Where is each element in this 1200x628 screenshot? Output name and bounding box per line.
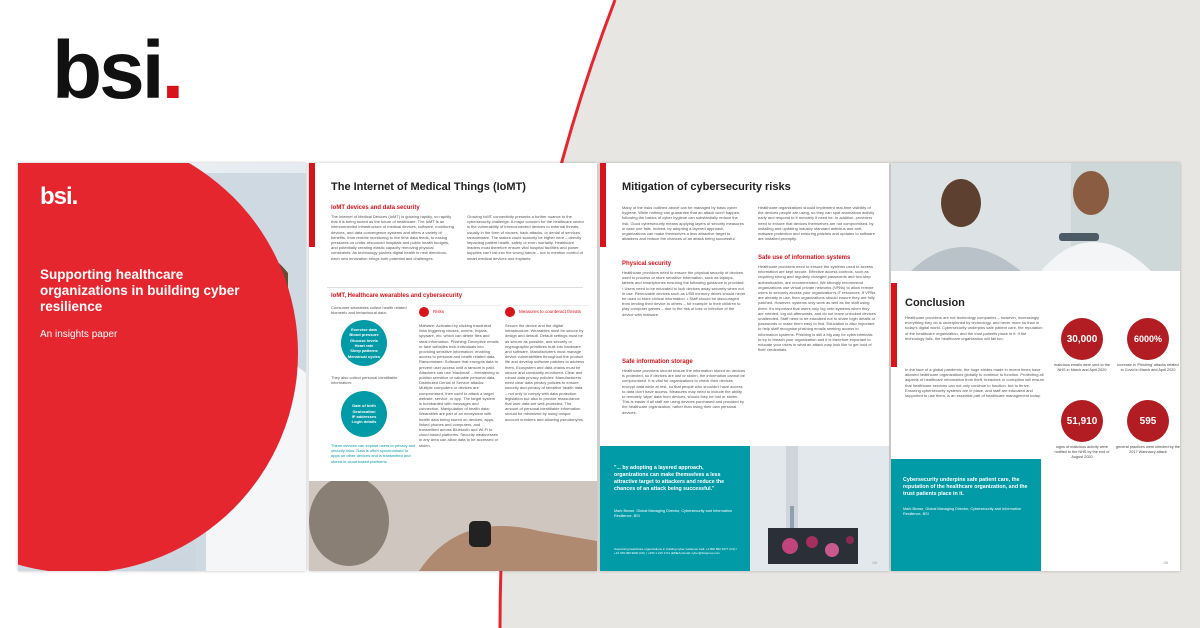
- section-heading: Safe use of information systems: [758, 255, 851, 261]
- stat-caption: signs of malicious activity were notified to the NHS by the end of August 2020: [1054, 445, 1110, 459]
- warning-icon: [419, 307, 429, 317]
- page-title: Conclusion: [905, 297, 965, 309]
- mitigation-page: [600, 163, 889, 571]
- paragraph: Healthcare organizations should implement real-time visibility of the devices people are using, so they can spot anomalous activity early and respond to it remotely if need be. In addition, providers need to ensure that devices themselves are not compromised, by installing and updating industry standard antivirus and anti-malware protection and ensuring patches and updates to software are installed promptly.: [758, 205, 875, 242]
- collect-text: They also collect personal identifiable information:: [331, 375, 398, 386]
- exposed-text: These devices can expose users to privacy and security risks. Data is often synchronised to apps on other devices and is transmitted and stored in cloud based platforms.: [331, 443, 416, 464]
- stat-caption: malicious emails were sent to the NHS in March and April 2020: [1054, 363, 1110, 372]
- page-number: 06: [1163, 560, 1168, 565]
- stat-circle: 595: [1127, 400, 1169, 442]
- section-heading: Physical security: [622, 261, 672, 267]
- storage-text: Healthcare providers should ensure the information stored on devices is protected, so if devices are lost or stolen, the information cannot be compromised. It is vital for organizations to check their devices encrypt data while at rest, so that people who shouldn't have access to data don't have access. Measures may need to include the ability to remotely 'wipe' data from devices, should they be lost or stolen. This is easier if all staff are using devices purchased and provided by the healthcare organization, rather than using their own personal devices.: [622, 368, 746, 415]
- shield-icon: [505, 307, 515, 317]
- personal-data-circle: Date of birth Geolocation IP addresses Login details: [341, 391, 387, 437]
- cover-logo: bsi.: [40, 183, 78, 210]
- intro-text: Many of the risks outlined above can be managed by basic cyber hygiene. While nothing can guarantee that an attack won't happen, following the basics of cyber hygiene can substantially reduce the risk. Good cybersecurity means applying layers of security measures in case one fails. Indeed, by adopting a layered approach, organizations can make themselves a less attractive target to attackers and reduce the chances of an attack being successful.: [622, 205, 744, 242]
- red-accent-bar: [309, 163, 315, 247]
- page-number: 04: [872, 560, 877, 565]
- page-title: Mitigation of cybersecurity risks: [622, 181, 791, 193]
- section-heading: Safe information storage: [622, 359, 693, 365]
- cover-title: Supporting healthcare organizations in building cyber resilience: [40, 267, 240, 314]
- paragraph: The Internet of Medical Devices (IoMT) is growing rapidly, so rapidly that it is being touted as the future of healthcare. The IoMT is an interconnected infrastructure of medical devices, software, monitoring devices, and data convergence systems and offers a variety of benefits, from remote monitoring to live time data feeds, to easing pressures on under-resourced hospitals and public health budgets, and potentially creating elastic capacity removing physical constraints. As technology pushes digital health in new directions, each new innovation brings both potential and challenges.: [331, 214, 454, 261]
- paragraph: Healthcare providers are not technology companies – however, increasingly everything they do is underpinned by technology, and never more so than in today's digital world. Cybersecurity underpins safe patient care, the reputation of the healthcare organization, and the trust patients place in it. If the technology fails, the healthcare organization will fail too.: [905, 315, 1043, 341]
- stat-circle: 51,910: [1061, 400, 1103, 442]
- risks-text: Malware: Activated by clicking fraudulent links triggering viruses, worms, trojans, spyware, etc. which can delete files and steal information. Phishing: Deceptive emails or fake websites trick individuals into providing sensitive information, enabling access to personal and health related data. Ransomware: Software that encrypts data to prevent user access until a ransom is paid. Attackers can use 'blackmail' – threatening to publish sensitive or valuable personal data. Distributed Denial of Service attacks: Multiple computers or devices are compromised, then used to attack a target website, service, or app. The target system is bombarded with messages and connection. Manipulation of health data: Wearables are part of an ecosystem with health data being stored on devices, apps, linked phones and computers, and transmitted across Bluetooth and Wi-Fi to cloud based platforms. Security weaknesses in any area can allow data to be accessed or stolen.: [419, 323, 499, 448]
- page-title: The Internet of Medical Things (IoMT): [331, 181, 526, 193]
- section-heading: IoMT, Healthcare wearables and cybersecurity: [331, 293, 463, 299]
- stat-circle: 30,000: [1061, 318, 1103, 360]
- measures-tag: Measures to counteract threats: [505, 305, 589, 317]
- quote-attribution: Mark Brown, Global Managing Director, Cybersecurity and Information Resilience, BSI: [903, 507, 1021, 516]
- quote-attribution: Mark Brown, Global Managing Director, Cybersecurity and Information Resilience, BSI: [614, 509, 732, 518]
- risks-tag: Risks: [419, 305, 501, 317]
- paragraph: Growing IoMT connectivity presents a further nuance to the cybersecurity challenge. A major concern for the healthcare sector is the vulnerability of interconnected devices to external threats, usually in the form of viruses, hack attacks, or denial of services ransomware. The stakes could scarcely be higher here – directly impacting patient health, safety or even mortality. Healthcare leaders must therefore ensure vital hospital facilities and power supplies can't fall into the wrong hands – not to mention control of smart medical devices and implants.: [467, 214, 584, 261]
- conclusion-page: [891, 163, 1180, 571]
- biometric-data-circle: Exercise data Blood pressure Glucose levels Heart rate Sleep patterns Menstrual cycles: [341, 320, 387, 366]
- paragraph: In the face of a global pandemic, the huge strides made in recent times have allowed healthcare organizations globally to continue to function. Protecting all aspects of healthcare information from theft, breaches or corruption will ensure that healthcare services can not only continue to function, but to thrive. Ensuring cybersecurity systems are in place, and staff are educated and supported to use them, is an essential part of healthcare management today.: [905, 367, 1045, 399]
- physical-text: Healthcare providers need to ensure the physical security of devices used to process or store sensitive information, such as laptops, tablets and smartphones ensuring the following guidance is provided: • Users need to be educated to lock devices away securely when not in use. Removable devices such as USB memory drives should never be used to store clinical information. • Staff should be discouraged from lending their device to others – for example to their children to play computer games – due to the risk of loss or infection of the device with malware.: [622, 270, 746, 317]
- consumer-text: Consumer wearables collect health related biometric and behavioural data:: [331, 305, 407, 316]
- stat-circle: 6000%: [1127, 318, 1169, 360]
- stat-caption: general practices were infected by the 2017 Wannacry attack: [1116, 445, 1180, 454]
- iomt-page: [309, 163, 597, 571]
- section-heading: IoMT devices and data security: [331, 205, 420, 211]
- nurse-and-patient-photo: [891, 163, 1180, 271]
- smartwatch-photo: [309, 481, 597, 571]
- cover-page: [18, 163, 306, 571]
- quote-text: Cybersecurity underpins safe patient care, the reputation of the healthcare organization, and the trust patients place in it.: [903, 477, 1028, 497]
- red-accent-bar: [891, 283, 897, 367]
- measures-text: Secure the device and the digital infrastructure: Wearables must be secure by design and default. Default settings must be as secure as possible, and security or cryptographic primitives built into hardware and software. Manufacturers must manage device vulnerabilities throughout the product life and develop software patches to address them. Ecosystem and data chains must be secure and constantly monitored. Clear and robust data privacy policies: Manufacturers need clear data privacy policies to ensure security and privacy of sensitive health data – not only to comply with data protection legislation but also to provide reassurance that user data are well-protected. The amount of personal identifiable information should be minimized by using unique account numbers and allowing pseudonyms.: [505, 323, 585, 422]
- divider: [327, 287, 583, 288]
- red-accent-bar: [600, 163, 606, 247]
- bsi-logo[interactable]: bsi.: [52, 25, 182, 116]
- systems-text: Healthcare providers need to ensure the systems used to access information are kept secure. Effective access controls, such as requiring strong and regularly changed passwords and two-step authentication, are recommended. We strongly recommend organizations use virtual private networks (VPNs) to allow remote users to securely access your organization's IT resources. If VPNs are already in use, then organizations should ensure they are fully patched. However, systems only work as well as the staff using them. It's important that users only log onto systems when they are needed, log out afterwards, and do not leave unlocked devices unattended. Staff need to be educated not to share login details or passwords or make them easy to find. Education is also important to help staff recognise phishing emails seeking access to information systems. Phishing is still a big way for cybercriminals to try to breach your organization and it is therefore important to educate your users in what an attack may look like to get hold of their credentials.: [758, 264, 876, 353]
- page-footer: Supporting healthcare organizations in building cyber resilience Call: +1 800 862 4977 (US) / +44 345 080 9000 (UK) / +353 1 210 1711 (EMEA) Email: cyber@bsigroup.com: [614, 547, 737, 555]
- cover-subtitle: An insights paper: [40, 329, 118, 340]
- quote-text: "... by adopting a layered approach, organizations can make themselves a less attractive target to attackers and reduce the chances of an attack being successful.": [614, 465, 725, 492]
- lab-photo: [750, 446, 889, 571]
- stat-caption: increase in 'Phishing' attacks related to Covid in March and April 2020: [1117, 363, 1179, 372]
